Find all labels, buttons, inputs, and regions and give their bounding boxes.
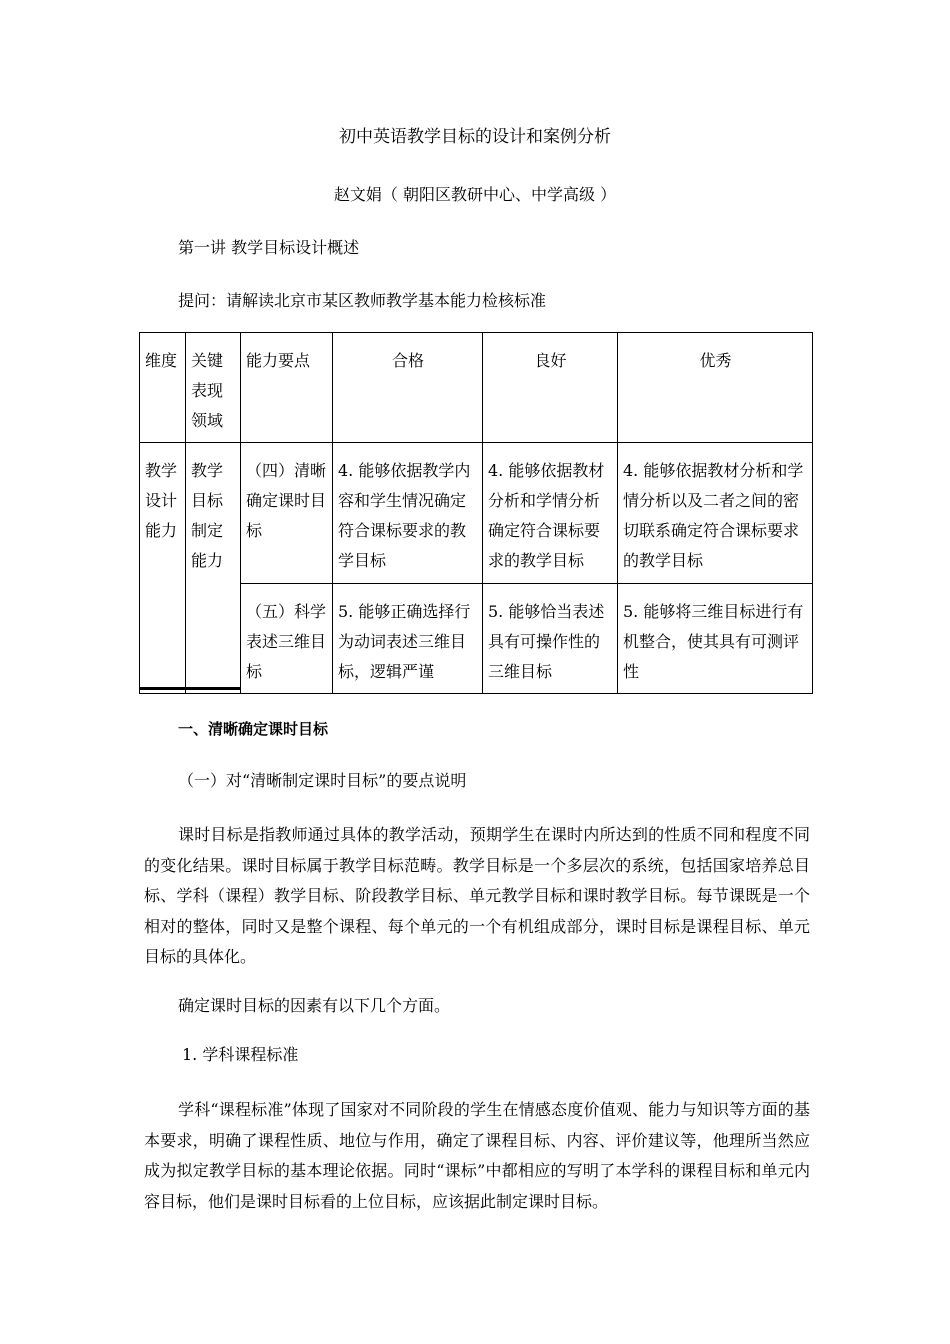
- cell-point: （四）清晰确定课时目标: [241, 443, 333, 584]
- header-pass: 合格: [333, 333, 483, 443]
- header-dimension: 维度: [140, 333, 186, 443]
- cell-domain: 教学目标制定能力: [186, 443, 241, 694]
- cell-dimension: 教学设计能力: [140, 443, 186, 694]
- subsection-heading: （一）对“清晰制定课时目标”的要点说明: [178, 771, 467, 790]
- header-point: 能力要点: [241, 333, 333, 443]
- paragraph: 学科“课程标准”体现了国家对不同阶段的学生在情感态度价值观、能力与知识等方面的基本要求，明确了课程性质、地位与作用，确定了课程目标、内容、评价建议等，他理所当然应成为拟定教学目标的基本理论依据。同时“课标”中都相应的写明了本学科的课程目标和单元内容目标，他们是课时目标看的上位目标，应该据此制定课时目标。: [144, 1100, 810, 1211]
- cell-pass: 5. 能够正确选择行为动词表述三维目标，逻辑严谨: [333, 584, 483, 694]
- table-header-row: [140, 333, 813, 443]
- standards-table: [139, 332, 813, 694]
- table-row: [140, 584, 813, 694]
- cell-excellent: 5. 能够将三维目标进行有机整合，使其具有可测评性: [618, 584, 813, 694]
- header-good: 良好: [483, 333, 618, 443]
- paragraph: 课时目标是指教师通过具体的教学活动，预期学生在课时内所达到的性质不同和程度不同的变化结果。课时目标属于教学目标范畴。教学目标是一个多层次的系统，包括国家培养总目标、学科（课程）教学目标、阶段教学目标、单元教学目标和课时教学目标。每节课既是一个相对的整体，同时又是整个课程、每个单元的一个有机组成部分，课时目标是课程目标、单元目标的具体化。: [144, 825, 810, 966]
- cell-good: 4. 能够依据教材分析和学情分析确定符合课标要求的教学目标: [483, 443, 618, 584]
- header-excellent: 优秀: [618, 333, 813, 443]
- table-bottom-rule: [139, 687, 240, 690]
- document-title: 初中英语教学目标的设计和案例分析: [339, 127, 611, 147]
- cell-point: （五）科学表述三维目标: [241, 584, 333, 694]
- lecture-heading: 第一讲 教学目标设计概述: [178, 238, 360, 257]
- cell-excellent: 4. 能够依据教材分析和学情分析以及二者之间的密切联系确定符合课标要求的教学目标: [618, 443, 813, 584]
- author-line: 赵文娟（ 朝阳区教研中心、中学高级 ）: [333, 185, 617, 204]
- header-domain: 关键表现领域: [186, 333, 241, 443]
- cell-good: 5. 能够恰当表述具有可操作性的三维目标: [483, 584, 618, 694]
- list-item: 1. 学科课程标准: [182, 1045, 299, 1064]
- paragraph: 确定课时目标的因素有以下几个方面。: [178, 996, 451, 1015]
- cell-pass: 4. 能够依据教学内容和学生情况确定符合课标要求的教学目标: [333, 443, 483, 584]
- question-line: 提问：请解读北京市某区教师教学基本能力检核标准: [178, 291, 547, 310]
- table-row: [140, 443, 813, 584]
- section-heading: 一、清晰确定课时目标: [178, 720, 329, 738]
